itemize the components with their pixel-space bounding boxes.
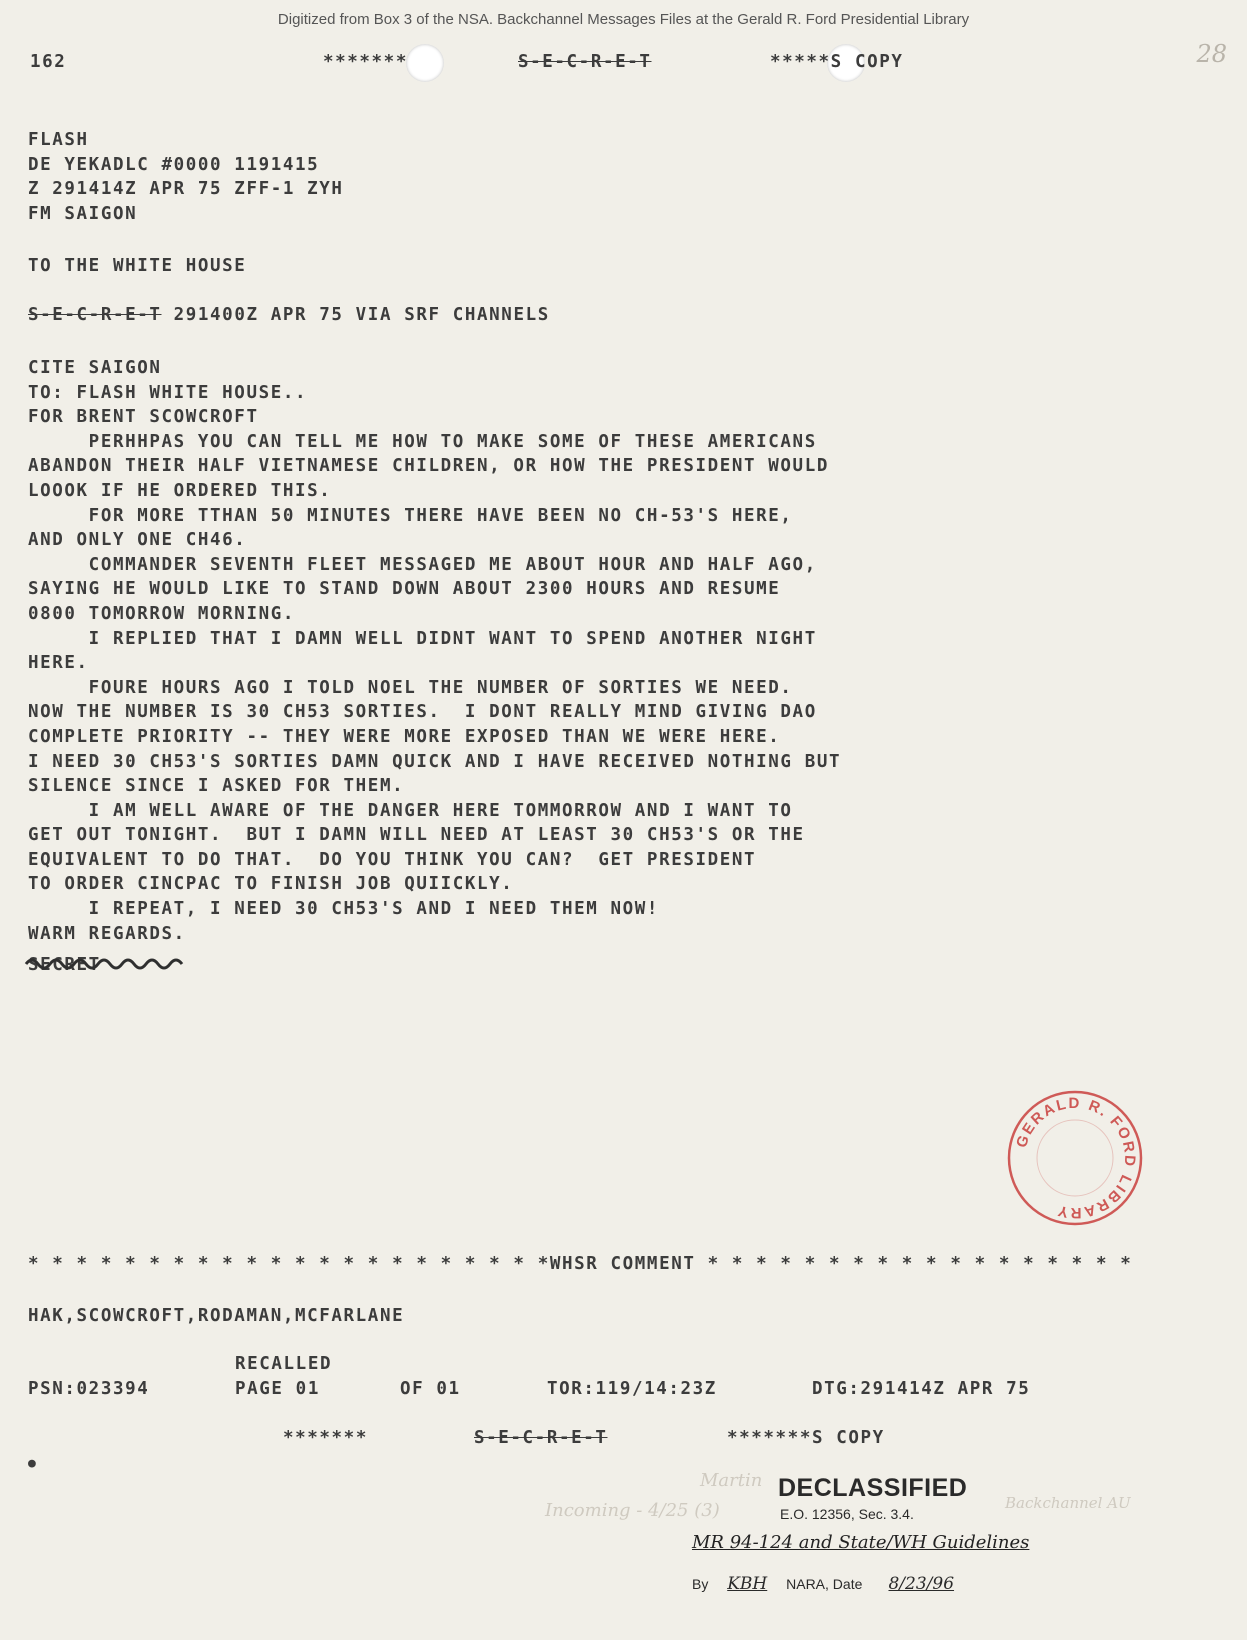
message-line: WARM REGARDS. <box>28 923 186 944</box>
message-line: EQUIVALENT TO DO THAT. DO YOU THINK YOU CAN? GET PRESIDENT <box>28 849 757 870</box>
message-line: I AM WELL AWARE OF THE DANGER HERE TOMMORROW AND I WANT TO <box>28 800 793 821</box>
stamp-inner-ring <box>1037 1120 1113 1196</box>
message-line: GET OUT TONIGHT. BUT I DAMN WILL NEED AT LEAST 30 CH53'S OR THE <box>28 825 805 846</box>
message-line: I REPLIED THAT I DAMN WELL DIDNT WANT TO SPEND ANOTHER NIGHT <box>28 628 817 649</box>
message-line: ABANDON THEIR HALF VIETNAMESE CHILDREN, OR HOW THE PRESIDENT WOULD <box>28 456 829 477</box>
header-copy: *****S COPY <box>770 52 904 72</box>
declassified-by-line <box>692 1574 976 1594</box>
message-line: COMPLETE PRIORITY -- THEY WERE MORE EXPOSED THAN WE WERE HERE. <box>28 726 781 747</box>
message-body <box>28 356 841 946</box>
message-line: COMMANDER SEVENTH FLEET MESSAGED ME ABOUT HOUR AND HALF AGO, <box>28 554 817 575</box>
whsr-comment-line: * * * * * * * * * * * * * * * * * * * * * *WHSR COMMENT * * * * * * * * * * * * * * * * * * <box>28 1254 1133 1274</box>
footer-psn: PSN:023394 <box>28 1379 150 1399</box>
recalled-label: RECALLED <box>235 1354 333 1374</box>
routing-block <box>28 128 344 226</box>
digitization-banner: Digitized from Box 3 of the NSA. Backchannel Messages Files at the Gerald R. Ford Presidential Library <box>277 11 970 28</box>
message-line: PERHHPAS YOU CAN TELL ME HOW TO MAKE SOME OF THESE AMERICANS <box>28 431 817 452</box>
stamp-text-path: GERALD R. FORD LIBRARY <box>1013 1094 1139 1222</box>
by-value: KBH <box>727 1574 768 1594</box>
footer-classification: S-E-C-R-E-T <box>474 1428 608 1448</box>
message-line: NOW THE NUMBER IS 30 CH53 SORTIES. I DONT REALLY MIND GIVING DAO <box>28 702 817 723</box>
classification-line-label: S-E-C-R-E-T <box>28 305 162 325</box>
by-label: By <box>692 1576 709 1592</box>
footer-bullet: ● <box>28 1456 38 1471</box>
message-line: I NEED 30 CH53'S SORTIES DAMN QUICK AND I HAVE RECEIVED NOTHING BUT <box>28 751 842 772</box>
footer-copy: *******S COPY <box>727 1428 885 1448</box>
message-line: FOURE HOURS AGO I TOLD NOEL THE NUMBER OF SORTIES WE NEED. <box>28 677 793 698</box>
classification-line-text: 291400Z APR 75 VIA SRF CHANNELS <box>161 305 550 325</box>
footer-dtg: DTG:291414Z APR 75 <box>812 1379 1031 1399</box>
declassified-authority: MR 94-124 and State/WH Guidelines <box>692 1532 1030 1553</box>
routing-line: Z 291414Z APR 75 ZFF-1 ZYH <box>28 179 344 200</box>
routing-line: DE YEKADLC #0000 1191415 <box>28 154 320 175</box>
to-line: TO THE WHITE HOUSE <box>28 256 247 276</box>
faint-note: Backchannel AU <box>1005 1494 1131 1512</box>
header-page-number: 162 <box>30 52 67 72</box>
message-line: CITE SAIGON <box>28 358 162 378</box>
declassified-eo: E.O. 12356, Sec. 3.4. <box>780 1506 914 1522</box>
punch-hole <box>406 44 444 82</box>
faint-note: Incoming - 4/25 (3) <box>545 1500 720 1521</box>
message-line: AND ONLY ONE CH46. <box>28 530 247 551</box>
classification-line <box>28 303 550 328</box>
library-stamp <box>1005 1088 1145 1228</box>
footer-of: OF 01 <box>400 1379 461 1399</box>
signoff-text: SECRET <box>28 955 101 975</box>
footer-tor: TOR:119/14:23Z <box>547 1379 717 1399</box>
message-line: HERE. <box>28 653 89 674</box>
message-line: SAYING HE WOULD LIKE TO STAND DOWN ABOUT 2300 HOURS AND RESUME <box>28 579 781 600</box>
message-line: SILENCE SINCE I ASKED FOR THEM. <box>28 776 405 797</box>
routing-line: FM SAIGON <box>28 203 138 224</box>
stamp-text <box>1013 1095 1138 1221</box>
message-line: FOR BRENT SCOWCROFT <box>28 407 259 428</box>
message-line: FOR MORE TTHAN 50 MINUTES THERE HAVE BEEN NO CH-53'S HERE, <box>28 505 793 526</box>
signoff-strikeout <box>24 950 204 978</box>
message-line: I REPEAT, I NEED 30 CH53'S AND I NEED THEM NOW! <box>28 899 660 920</box>
message-line: 0800 TOMORROW MORNING. <box>28 603 295 624</box>
declassified-title: DECLASSIFIED <box>778 1474 968 1502</box>
header-stars: ******* <box>323 52 408 72</box>
distribution-list: HAK,SCOWCROFT,RODAMAN,MCFARLANE <box>28 1306 405 1326</box>
faint-note: Martin <box>700 1470 763 1491</box>
message-line: TO: FLASH WHITE HOUSE.. <box>28 382 308 403</box>
margin-page-note: 28 <box>1196 40 1227 68</box>
nara-label: NARA, Date <box>786 1576 863 1592</box>
routing-line: FLASH <box>28 130 89 150</box>
message-line: TO ORDER CINCPAC TO FINISH JOB QUIICKLY. <box>28 874 514 895</box>
header-classification: S-E-C-R-E-T <box>518 52 652 72</box>
footer-page: PAGE 01 <box>235 1379 320 1399</box>
message-line: LOOOK IF HE ORDERED THIS. <box>28 480 332 501</box>
footer-stars: ******* <box>283 1428 368 1448</box>
declassified-date: 8/23/96 <box>888 1574 955 1594</box>
